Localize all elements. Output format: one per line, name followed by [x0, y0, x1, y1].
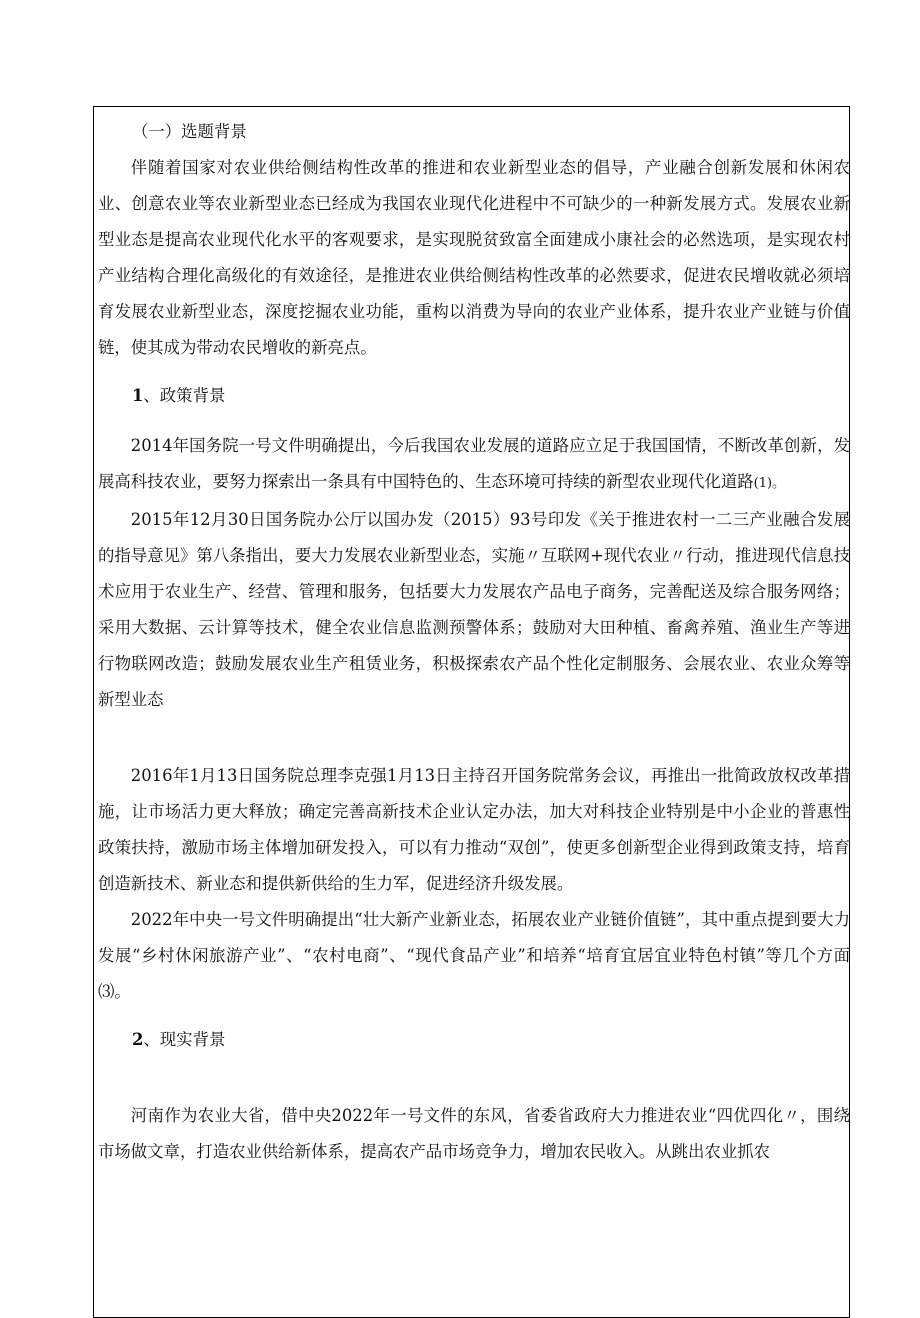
- reality-heading-text: 、现实背景: [143, 1030, 226, 1049]
- document-body: [98, 114, 850, 1170]
- policy-heading-text: 、政策背景: [143, 386, 226, 405]
- policy-paragraph-2016: 2016年1月13日国务院总理李克强1月13日主持召开国务院常务会议，再推出一批简政放权改革措施，让市场活力更大释放；确定完善高新技术企业认定办法，加大对科技企业特别是中小企业的普惠性政策扶持，激励市场主体增加研发投入，可以有力推动“双创”，使更多创新型企业得到政策支持，培育创造新技术、新业态和提供新供给的生力军，促进经济升级发展。: [98, 766, 850, 893]
- policy-2014-text: 2014年国务院一号文件明确提出，今后我国农业发展的道路应立足于我国国情，不断改革创新，发展高科技农业，要努力探索出一条具有中国特色的、生态环境可持续的新型农业现代化道路: [98, 436, 850, 491]
- intro-paragraph: 伴随着国家对农业供给侧结构性改革的推进和农业新型业态的倡导，产业融合创新发展和休闲农业、创意农业等农业新型业态已经成为我国农业现代化进程中不可缺少的一种新发展方式。发展农业新型业态是提高农业现代化水平的客观要求，是实现脱贫致富全面建成小康社会的必然选项，是实现农村产业结构合理化高级化的有效途径，是推进农业供给侧结构性改革的必然要求，促进农民增收就必须培育发展农业新型业态，深度挖掘农业功能，重构以消费为导向的农业产业体系，提升农业产业链与价值链，使其成为带动农民增收的新亮点。: [98, 158, 850, 357]
- policy-heading-number: 1: [132, 386, 144, 405]
- reality-heading-number: 2: [132, 1030, 144, 1049]
- reality-heading: [132, 1022, 850, 1058]
- policy-paragraph-2022: 2022年中央一号文件明确提出“壮大新产业新业态，拓展农业产业链价值链”，其中重点提到要大力发展“乡村休闲旅游产业”、“农村电商”、“现代食品产业”和培养“培育宜居宜业特色村镇”等几个方面⑶。: [98, 910, 850, 1001]
- section-title: （一）选题背景: [132, 122, 247, 141]
- policy-2014-ref: (1)。: [753, 476, 786, 491]
- policy-paragraph-2015: 2015年12月30日国务院办公厅以国办发（2015）93号印发《关于推进农村一二三产业融合发展的指导意见》第八条指出，要大力发展农业新型业态，实施〃互联网+现代农业〃行动，推进现代信息技术应用于农业生产、经营、管理和服务，包括要大力发展农产品电子商务，完善配送及综合服务网络；采用大数据、云计算等技术，健全农业信息监测预警体系；鼓励对大田种植、畜禽养殖、渔业生产等进行物联网改造；鼓励发展农业生产租赁业务，积极探索农产品个性化定制服务、会展农业、农业众筹等新型业态: [98, 510, 850, 709]
- policy-heading: [132, 378, 850, 414]
- policy-paragraph-2014: [98, 428, 850, 502]
- reality-paragraph-henan: 河南作为农业大省，借中央2022年一号文件的东风，省委省政府大力推进农业“四优四化〃，围绕市场做文章，打造农业供给新体系，提高农产品市场竞争力，增加农民收入。从跳出农业抓农: [98, 1106, 850, 1161]
